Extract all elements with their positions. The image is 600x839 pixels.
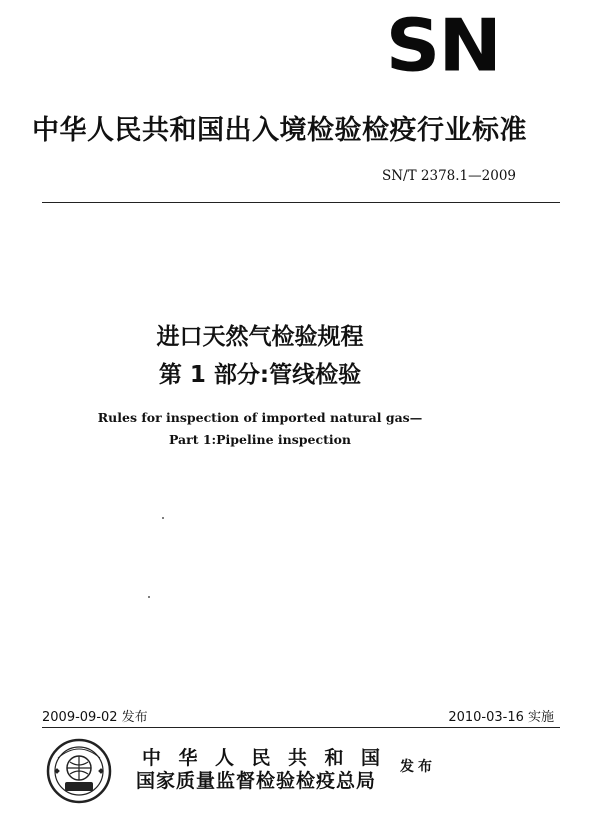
publisher-line2: 国家质量监督检验检疫总局 bbox=[136, 770, 377, 792]
ciq-seal-icon bbox=[46, 738, 112, 804]
issue-date: 2009-09-02 发布 bbox=[42, 710, 148, 725]
implement-date: 2010-03-16 实施 bbox=[448, 710, 554, 725]
publisher-line1: 中华人民共和国 bbox=[142, 747, 398, 769]
title-en-line1: Rules for inspection of imported natural gas— bbox=[97, 410, 423, 425]
scan-speck bbox=[162, 517, 164, 519]
title-cn-line2: 第 1 部分:管线检验 bbox=[158, 362, 362, 388]
sn-logo: SN bbox=[385, 3, 500, 88]
header-divider bbox=[42, 202, 560, 203]
title-en-line2: Part 1:Pipeline inspection bbox=[168, 432, 352, 447]
scan-speck bbox=[148, 596, 150, 598]
footer-divider bbox=[42, 727, 560, 728]
standard-category: 中华人民共和国出入境检验检疫行业标准 bbox=[32, 115, 527, 146]
standard-number: SN/T 2378.1—2009 bbox=[382, 168, 516, 184]
title-cn-line1: 进口天然气检验规程 bbox=[156, 324, 364, 350]
publish-label: 发布 bbox=[400, 759, 436, 775]
